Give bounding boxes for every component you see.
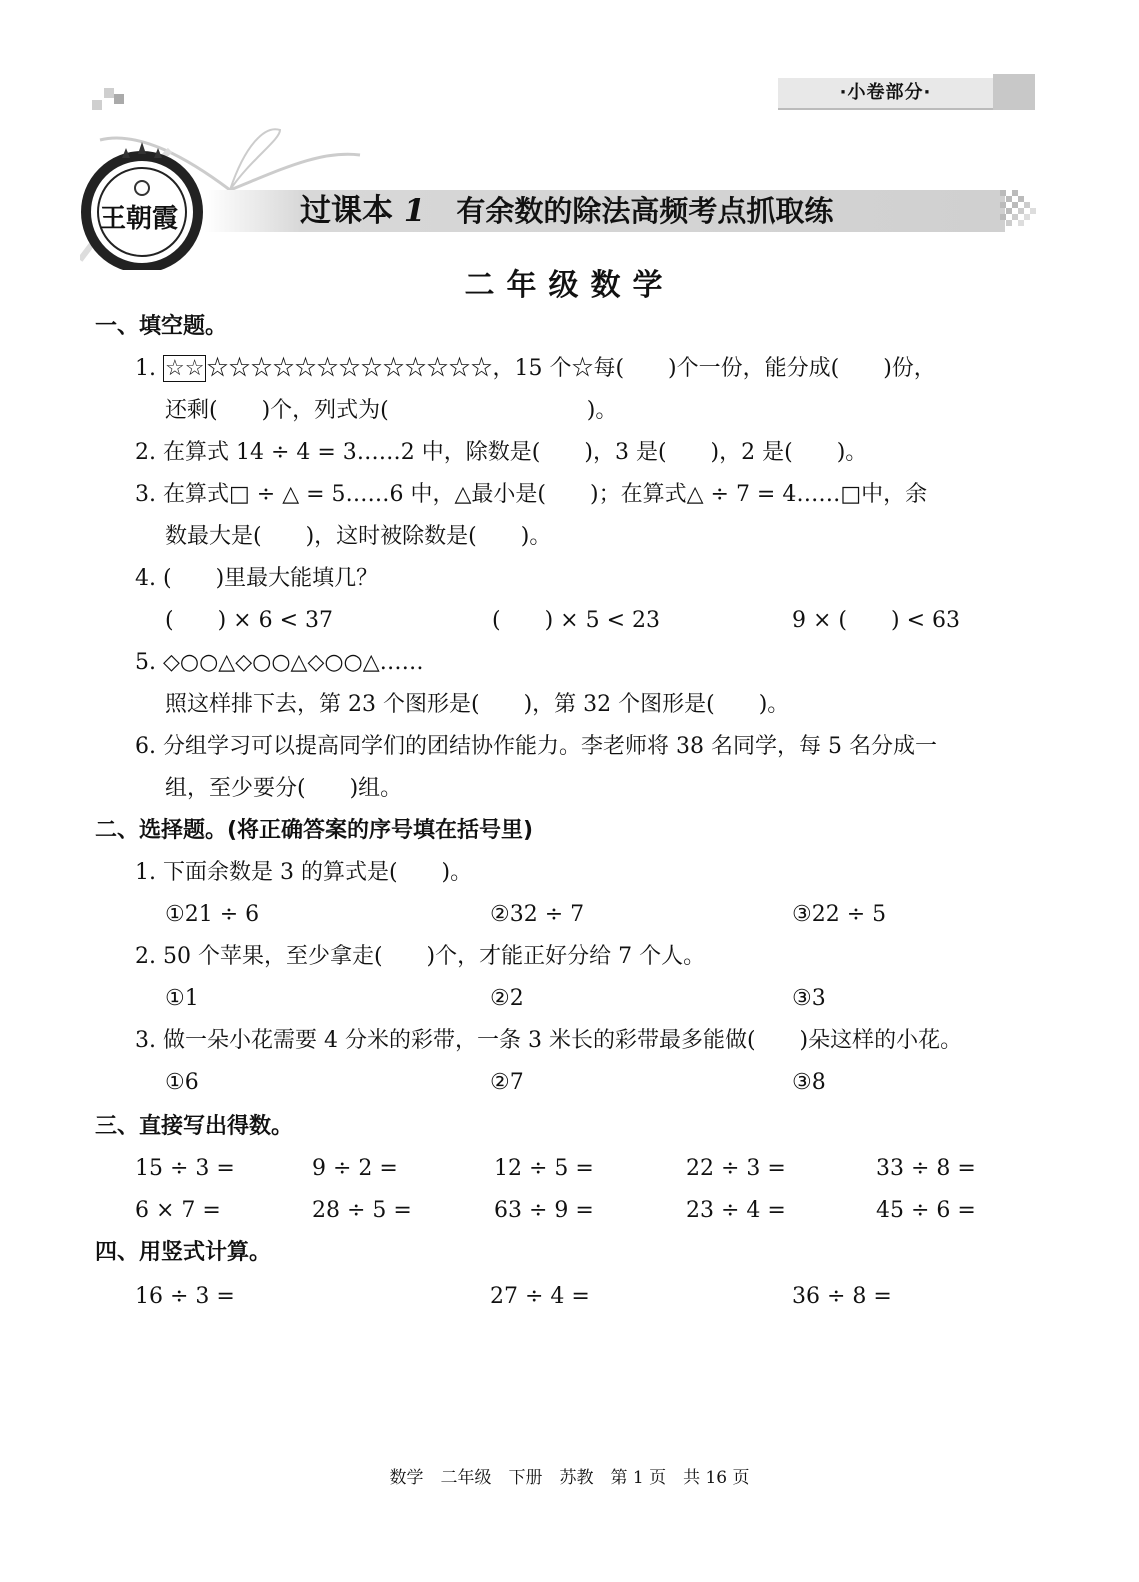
question-2-3: 3. 做一朵小花需要 4 分米的彩带，一条 3 米长的彩带最多能做( )朵这样的小花。 xyxy=(135,1028,963,1053)
corner-pixel xyxy=(104,88,114,98)
page-subtitle: 二年级数学 xyxy=(464,268,675,303)
question-1-4: 4. ( )里最大能填几？ xyxy=(135,566,379,591)
option: ①6 xyxy=(165,1070,199,1095)
title-main: 有余数的除法高频考点抓取练 xyxy=(456,194,834,228)
question-2-2: 2. 50 个苹果，至少拿走( )个，才能正好分给 7 个人。 xyxy=(135,944,706,969)
vertical-calc-item: 27 ÷ 4 = xyxy=(490,1284,590,1309)
section-heading: 四、用竖式计算。 xyxy=(95,1240,272,1265)
inequality-3: 9 × ( ) < 63 xyxy=(792,608,960,633)
question-1-1 xyxy=(135,354,936,384)
option: ③22 ÷ 5 xyxy=(792,902,887,927)
calc-item: 9 ÷ 2 = xyxy=(312,1156,398,1181)
question-number: 1. xyxy=(135,356,156,381)
question-1-3: 3. 在算式□ ÷ △ = 5……6 中，△最小是( )；在算式△ ÷ 7 = 4……□中，余 xyxy=(135,482,928,507)
option: ②2 xyxy=(490,986,524,1011)
question-1-5-cont: 照这样排下去，第 23 个图形是( )，第 32 个图形是( )。 xyxy=(165,692,790,717)
calc-item: 12 ÷ 5 = xyxy=(494,1156,594,1181)
option: ②32 ÷ 7 xyxy=(490,902,585,927)
question-1-6-cont: 组，至少要分( )组。 xyxy=(165,776,403,801)
section-heading: 一、填空题。 xyxy=(95,314,228,339)
question-1-3-cont: 数最大是( )，这时被除数是( )。 xyxy=(165,524,552,549)
title-prefix: 过课本 xyxy=(300,193,393,229)
vertical-calc-item: 36 ÷ 8 = xyxy=(792,1284,892,1309)
inequality-2: ( ) × 5 < 23 xyxy=(492,608,660,633)
calc-item: 23 ÷ 4 = xyxy=(686,1198,786,1223)
calc-item: 15 ÷ 3 = xyxy=(135,1156,235,1181)
corner-block xyxy=(993,74,1035,110)
title-number: 1 xyxy=(403,193,426,229)
question-1-1-cont: 还剩( )个，列式为( )。 xyxy=(165,398,618,423)
corner-pixel xyxy=(114,94,124,104)
calc-item: 45 ÷ 6 = xyxy=(876,1198,976,1223)
section-tab: ·小卷部分· xyxy=(778,78,993,110)
inequality-1: ( ) × 6 < 37 xyxy=(165,608,333,633)
question-text: ☆☆☆☆☆☆☆☆☆☆☆☆☆，15 个☆每( )个一份，能分成( )份， xyxy=(206,356,936,381)
calc-item: 63 ÷ 9 = xyxy=(494,1198,594,1223)
question-2-1: 1. 下面余数是 3 的算式是( )。 xyxy=(135,860,473,885)
option: ③3 xyxy=(792,986,826,1011)
calc-item: 6 × 7 = xyxy=(135,1198,221,1223)
section-heading: 三、直接写出得数。 xyxy=(95,1114,294,1139)
question-1-2: 2. 在算式 14 ÷ 4 = 3……2 中，除数是( )，3 是( )，2 是( )。 xyxy=(135,440,868,465)
calc-item: 33 ÷ 8 = xyxy=(876,1156,976,1181)
question-1-5: 5. ◇○○△◇○○△◇○○△…… xyxy=(135,650,424,675)
boxed-stars: ☆☆ xyxy=(165,356,205,381)
section-heading: 二、选择题。(将正确答案的序号填在括号里) xyxy=(95,818,534,843)
question-1-6: 6. 分组学习可以提高同学们的团结协作能力。李老师将 38 名同学，每 5 名分成一 xyxy=(135,734,937,759)
option: ①1 xyxy=(165,986,199,1011)
option: ①21 ÷ 6 xyxy=(165,902,260,927)
calc-item: 28 ÷ 5 = xyxy=(312,1198,412,1223)
checker-decoration xyxy=(1000,190,1040,232)
option: ③8 xyxy=(792,1070,826,1095)
brand-logo xyxy=(72,140,212,270)
corner-pixel xyxy=(92,100,102,110)
vertical-calc-item: 16 ÷ 3 = xyxy=(135,1284,235,1309)
page-footer: 数学 二年级 下册 苏教 第 1 页 共 16 页 xyxy=(389,1468,750,1488)
calc-item: 22 ÷ 3 = xyxy=(686,1156,786,1181)
page-title xyxy=(300,190,833,232)
logo-text: 王朝霞 xyxy=(100,204,179,234)
option: ②7 xyxy=(490,1070,524,1095)
